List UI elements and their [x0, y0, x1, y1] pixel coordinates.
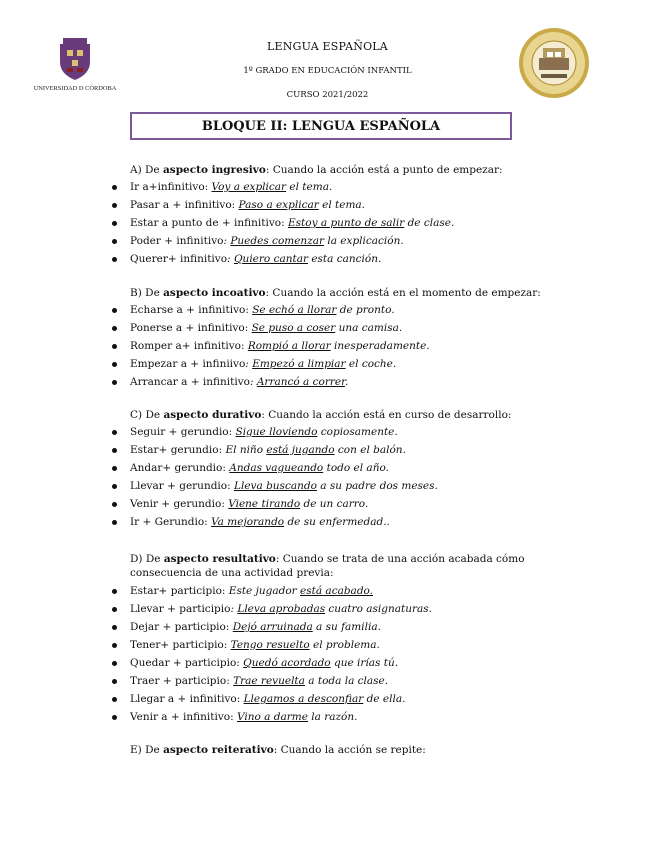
- list-item: [130, 710, 610, 724]
- example-verb-phrase: Tengo resuelto: [230, 639, 310, 651]
- example-tail: copiosamente.: [317, 426, 398, 438]
- example-sentence: [211, 516, 390, 528]
- example-sentence: [212, 181, 333, 193]
- example-tail: el coche.: [345, 358, 397, 370]
- periphrasis-formula: Seguir + gerundio:: [130, 426, 236, 438]
- section-description: : Cuando se trata de una acción acabada cómo: [275, 553, 525, 565]
- example-verb-phrase: Estoy a punto de salir: [287, 217, 405, 229]
- list-item: [130, 321, 610, 335]
- example-verb-phrase: Viene tirando: [228, 498, 301, 510]
- example-verb-phrase: Trae revuelta: [233, 675, 305, 687]
- example-sentence: [236, 426, 398, 438]
- periphrasis-formula: Ponerse a + infinitivo:: [130, 322, 252, 334]
- example-verb-phrase: Lleva aprobadas: [237, 603, 326, 615]
- section-heading: [130, 408, 550, 422]
- section-prefix: C) De: [130, 409, 164, 421]
- list-item: [130, 216, 610, 230]
- list-item: [130, 620, 610, 634]
- example-tail: que irías tú.: [330, 657, 399, 669]
- example-lead: El niño: [225, 444, 267, 456]
- section-heading: [130, 286, 550, 300]
- periphrasis-formula: Venir a + infinitivo:: [130, 711, 237, 723]
- example-sentence: [243, 657, 398, 669]
- example-sentence: [227, 253, 381, 265]
- list-item: [130, 339, 610, 353]
- example-verb-phrase: está acabado.: [300, 585, 374, 597]
- example-lead: Este jugador: [228, 585, 301, 597]
- section-prefix: D) De: [130, 553, 164, 565]
- periphrasis-formula: Echarse a + infinitivo:: [130, 304, 253, 316]
- example-tail: la razón.: [307, 711, 358, 723]
- periphrasis-formula: Querer+ infinitivo: [130, 253, 228, 265]
- list-item: [130, 443, 610, 457]
- example-verb-phrase: Se echó a llorar: [252, 304, 337, 316]
- list-item: [130, 602, 610, 616]
- header-subject: LENGUA ESPAÑOLA: [267, 40, 388, 53]
- section-aspect-name: aspecto resultativo: [163, 553, 276, 565]
- example-sentence: [223, 235, 403, 247]
- example-tail: a toda la clase.: [304, 675, 389, 687]
- example-tail: .: [344, 376, 349, 388]
- example-tail: a su familia.: [312, 621, 381, 633]
- example-sentence: [230, 603, 432, 615]
- list-item: [130, 584, 610, 598]
- list-item: [130, 234, 610, 248]
- section-heading: [130, 163, 550, 177]
- periphrasis-formula: Andar+ gerundio:: [130, 462, 230, 474]
- section-aspect-name: aspecto ingresivo: [163, 164, 266, 176]
- example-verb-phrase: Voy a explicar: [211, 181, 287, 193]
- example-lead: :: [245, 358, 253, 370]
- example-lead: :: [249, 376, 257, 388]
- list-item: [130, 674, 610, 688]
- example-tail: esta canción.: [307, 253, 382, 265]
- periphrasis-formula: Tener+ participio:: [130, 639, 231, 651]
- example-sentence: [248, 340, 430, 352]
- example-sentence: [233, 675, 388, 687]
- section-description-cont: consecuencia de una actividad previa:: [130, 567, 334, 579]
- example-tail: a su padre dos meses.: [316, 480, 438, 492]
- periphrasis-formula: Romper a+ infinitivo:: [130, 340, 248, 352]
- section-aspect-name: aspecto durativo: [163, 409, 262, 421]
- list-item: [130, 638, 610, 652]
- example-tail: la explicación.: [324, 235, 404, 247]
- example-verb-phrase: Quiero cantar: [233, 253, 308, 265]
- example-lead: :: [227, 253, 234, 265]
- example-tail: con el balón.: [334, 444, 406, 456]
- list-item: [130, 479, 610, 493]
- example-sentence: [229, 462, 389, 474]
- example-sentence: [288, 217, 454, 229]
- example-verb-phrase: Va mejorando: [211, 516, 285, 528]
- periphrasis-formula: Llevar + participio: [130, 603, 231, 615]
- university-logo: [30, 36, 120, 92]
- example-verb-phrase: Andas vagueando: [229, 462, 324, 474]
- example-verb-phrase: Se puso a coser: [251, 322, 336, 334]
- example-lead: :: [223, 235, 231, 247]
- header-degree: 1º GRADO EN EDUCACIÓN INFANTIL: [243, 66, 412, 76]
- section-description: : Cuando la acción está en el momento de empezar:: [265, 287, 541, 299]
- list-item: [130, 497, 610, 511]
- example-verb-phrase: Rompió a llorar: [247, 340, 331, 352]
- periphrasis-formula: Llevar + gerundio:: [130, 480, 234, 492]
- example-lead: :: [230, 603, 238, 615]
- header-course: CURSO 2021/2022: [286, 90, 369, 100]
- section-aspect-name: aspecto incoativo: [163, 287, 266, 299]
- list-item: [130, 515, 610, 529]
- periphrasis-formula: Dejar + participio:: [130, 621, 233, 633]
- example-verb-phrase: Arrancó a correr: [256, 376, 345, 388]
- example-sentence: [228, 498, 368, 510]
- list-item: [130, 252, 610, 266]
- example-sentence: [239, 199, 365, 211]
- periphrasis-formula: Ir a+infinitivo:: [130, 181, 212, 193]
- example-tail: una camisa.: [335, 322, 403, 334]
- list-item: [130, 303, 610, 317]
- example-sentence: [233, 621, 381, 633]
- university-name: UNIVERSIDAD D CÓRDOBA: [33, 85, 117, 92]
- example-verb-phrase: Vino a darme: [237, 711, 308, 723]
- section-heading: [130, 552, 550, 580]
- periphrasis-formula: Poder + infinitivo: [130, 235, 224, 247]
- list-item: [130, 198, 610, 212]
- example-tail: el tema.: [318, 199, 366, 211]
- block-title: [130, 112, 512, 140]
- periphrasis-formula: Quedar + participio:: [130, 657, 244, 669]
- example-verb-phrase: Paso a explicar: [238, 199, 319, 211]
- list-item: [130, 357, 610, 371]
- example-tail: de ella.: [363, 693, 406, 705]
- example-tail: de clase.: [404, 217, 455, 229]
- block-title-text: BLOQUE II: LENGUA ESPAÑOLA: [201, 118, 441, 134]
- example-sentence: [237, 711, 357, 723]
- section-aspect-name: aspecto reiterativo: [163, 744, 274, 756]
- example-tail: el problema.: [309, 639, 380, 651]
- example-sentence: [250, 376, 348, 388]
- example-verb-phrase: Dejó arruinada: [232, 621, 313, 633]
- example-verb-phrase: está jugando: [266, 444, 335, 456]
- periphrasis-formula: Pasar a + infinitivo:: [130, 199, 239, 211]
- list-item: [130, 656, 610, 670]
- periphrasis-formula: Estar a punto de + infinitivo:: [130, 217, 288, 229]
- example-tail: todo el año.: [323, 462, 389, 474]
- periphrasis-formula: Estar+ participio:: [130, 585, 229, 597]
- section-prefix: B) De: [130, 287, 164, 299]
- example-verb-phrase: Lleva buscando: [234, 480, 317, 492]
- periphrasis-formula: Empezar a + infiniivo: [130, 358, 246, 370]
- example-tail: de pronto.: [336, 304, 395, 316]
- example-verb-phrase: Empezó a limpiar: [252, 358, 346, 370]
- section-heading: [130, 743, 550, 757]
- example-sentence: [252, 304, 394, 316]
- periphrasis-formula: Traer + participio:: [130, 675, 234, 687]
- example-tail: de su enfermedad..: [284, 516, 390, 528]
- example-sentence: [252, 322, 403, 334]
- section-description: : Cuando la acción está en curso de desarrollo:: [261, 409, 512, 421]
- periphrasis-formula: Llegar a + infinitivo:: [130, 693, 244, 705]
- university-crest-icon: [30, 36, 120, 92]
- list-item: [130, 425, 610, 439]
- example-tail: inesperadamente.: [330, 340, 430, 352]
- seal-icon: [517, 26, 591, 100]
- list-item: [130, 180, 610, 194]
- example-sentence: [244, 693, 406, 705]
- periphrasis-formula: Estar+ gerundio:: [130, 444, 226, 456]
- section-description: : Cuando la acción está a punto de empezar:: [265, 164, 503, 176]
- periphrasis-formula: Arrancar a + infinitivo: [130, 376, 250, 388]
- list-item: [130, 375, 610, 389]
- periphrasis-formula: Ir + Gerundio:: [130, 516, 212, 528]
- example-verb-phrase: Sigue lloviendo: [235, 426, 318, 438]
- section-description: : Cuando la acción se repite:: [273, 744, 426, 756]
- section-prefix: A) De: [130, 164, 163, 176]
- example-verb-phrase: Llegamos a desconfiar: [243, 693, 364, 705]
- example-sentence: [225, 444, 405, 456]
- example-sentence: [245, 358, 396, 370]
- example-verb-phrase: Quedó acordado: [243, 657, 331, 669]
- example-tail: cuatro asignaturas.: [325, 603, 432, 615]
- section-prefix: E) De: [130, 744, 164, 756]
- periphrasis-formula: Venir + gerundio:: [130, 498, 229, 510]
- example-sentence: [229, 585, 373, 597]
- example-tail: el tema.: [286, 181, 333, 193]
- school-seal: [517, 26, 591, 100]
- example-sentence: [234, 480, 438, 492]
- example-verb-phrase: Puedes comenzar: [230, 235, 325, 247]
- list-item: [130, 692, 610, 706]
- example-tail: de un carro.: [300, 498, 369, 510]
- example-sentence: [231, 639, 380, 651]
- list-item: [130, 461, 610, 475]
